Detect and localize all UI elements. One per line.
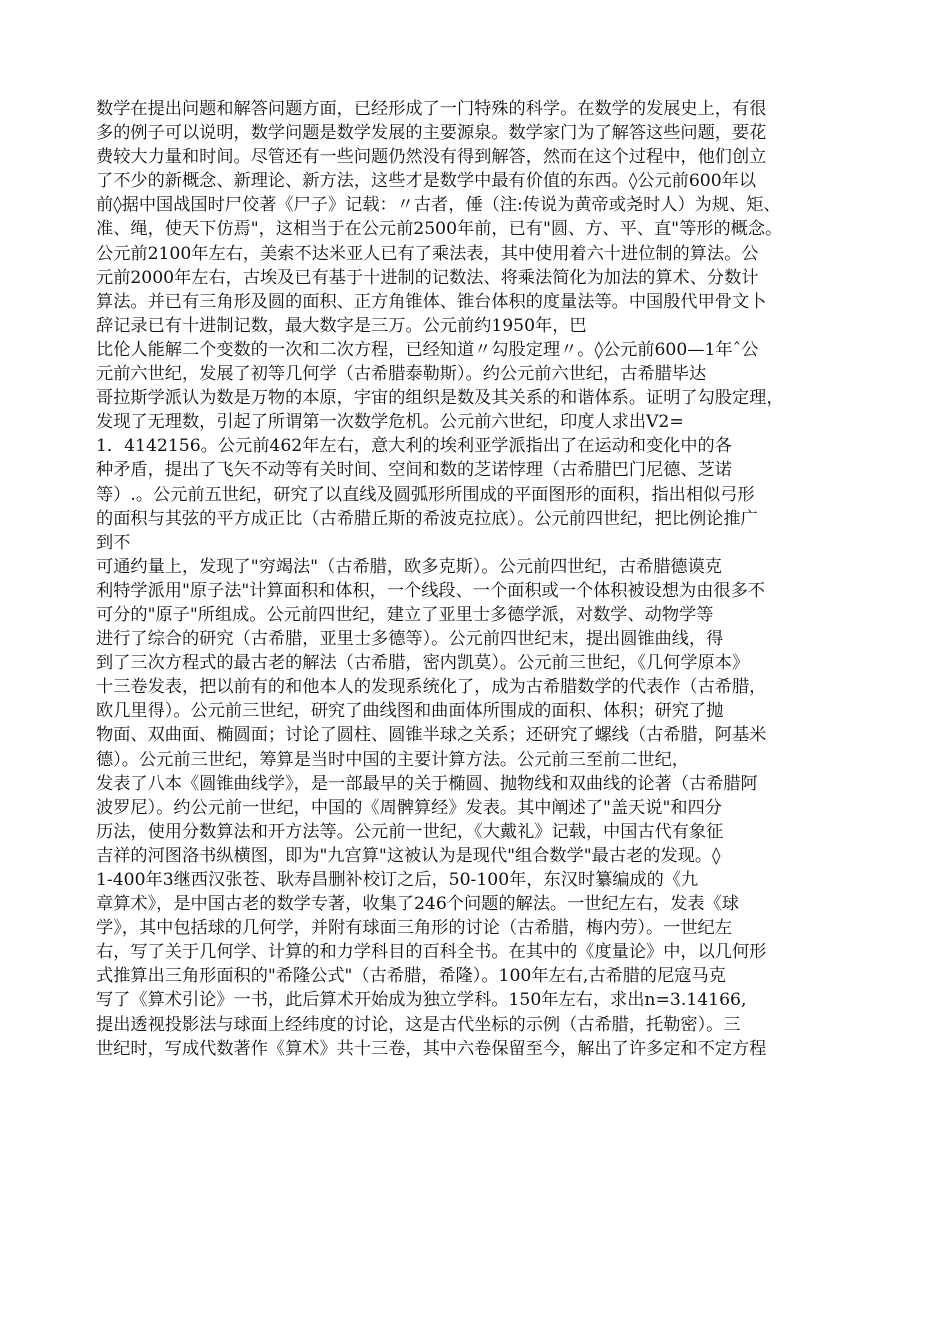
text-line: 了不少的新概念、新理论、新方法，这些才是数学中最有价值的东西。◊公元前600年以 bbox=[96, 171, 757, 192]
text-line: 学》，其中包括球的几何学，并附有球面三角形的讨论（古希腊，梅内劳）。一世纪左 bbox=[96, 918, 732, 939]
text-line: 式推算出三角形面积的"希隆公式"（古希腊，希隆）。100年左右,古希腊的尼寇马克 bbox=[96, 966, 726, 987]
text-line: 德）。公元前三世纪，筹算是当时中国的主要计算方法。公元前三至前二世纪， bbox=[96, 749, 689, 770]
text-line: 可分的"原子"所组成。公元前四世纪，建立了亚里士多德学派，对数学、动物学等 bbox=[96, 604, 714, 625]
text-line: 哥拉斯学派认为数是万物的本原，宇宙的组织是数及其关系的和谐体系。证明了勾股定理， bbox=[96, 388, 784, 409]
text-line: 到不 bbox=[96, 532, 131, 553]
text-line: 章算术》，是中国古老的数学专著，收集了246个问题的解法。一世纪左右，发表《球 bbox=[96, 894, 739, 915]
text-line: 公元前2100年左右，美索不达米亚人已有了乘法表，其中使用着六十进位制的算法。公 bbox=[96, 243, 759, 264]
text-line: 种矛盾，提出了飞矢不动等有关时间、空间和数的芝诺悖理（古希腊巴门尼德、芝诺 bbox=[96, 460, 732, 481]
text-line: 到了三次方程式的最古老的解法（古希腊，密内凯莫）。公元前三世纪，《几何学原本》 bbox=[96, 653, 750, 674]
text-line: 可通约量上，发现了"穷竭法"（古希腊，欧多克斯）。公元前四世纪，古希腊德谟克 bbox=[96, 556, 722, 577]
body-text bbox=[96, 97, 866, 1061]
text-line: 费较大力量和时间。尽管还有一些问题仍然没有得到解答，然而在这个过程中，他们创立 bbox=[96, 147, 767, 168]
text-line: 写了《算术引论》一书，此后算术开始成为独立学科。150年左右，求出n=3.14166, bbox=[96, 990, 747, 1011]
text-line: 比伦人能解二个变数的一次和二次方程，已经知道〃勾股定理〃。◊公元前600—1年ˆ公 bbox=[96, 339, 759, 360]
text-line: 1．4142156。公元前462年左右，意大利的埃利亚学派指出了在运动和变化中的各 bbox=[96, 436, 732, 457]
text-line: 进行了综合的研究（古希腊，亚里士多德等）。公元前四世纪末，提出圆锥曲线，得 bbox=[96, 629, 724, 650]
text-line: 准、绳，使天下仿焉"，这相当于在公元前2500年前，已有"圆、方、平、直"等形的概念。 bbox=[96, 219, 783, 240]
text-line: 多的例子可以说明，数学问题是数学发展的主要源泉。数学家门为了解答这些问题，要花 bbox=[96, 123, 767, 144]
text-line: 世纪时，写成代数著作《算术》共十三卷，其中六卷保留至今，解出了许多定和不定方程 bbox=[96, 1038, 767, 1059]
text-line: 辞记录已有十进制记数，最大数字是三万。公元前约1950年，巴 bbox=[96, 315, 587, 336]
text-line: 等）.。公元前五世纪，研究了以直线及圆弧形所围成的平面图形的面积，指出相似弓形 bbox=[96, 484, 755, 505]
text-line: 吉祥的河图洛书纵横图，即为"九宫算"这被认为是现代"组合数学"最古老的发现。◊ bbox=[96, 845, 721, 866]
text-line: 算法。并已有三角形及圆的面积、正方角锥体、锥台体积的度量法等。中国殷代甲骨文卜 bbox=[96, 291, 767, 312]
text-line: 十三卷发表，把以前有的和他本人的发现系统化了，成为古希腊数学的代表作（古希腊， bbox=[96, 677, 767, 698]
text-line: 历法，使用分数算法和开方法等。公元前一世纪，《大戴礼》记载，中国古代有象征 bbox=[96, 821, 724, 842]
text-line: 波罗尼）。约公元前一世纪，中国的《周髀算经》发表。其中阐述了"盖天说"和四分 bbox=[96, 797, 722, 818]
text-line: 元前六世纪，发展了初等几何学（古希腊泰勒斯）。约公元前六世纪，古希腊毕达 bbox=[96, 364, 707, 385]
text-line: 发表了八本《圆锥曲线学》，是一部最早的关于椭圆、抛物线和双曲线的论著（古希腊阿 bbox=[96, 773, 758, 794]
text-line: 欧几里得）。公元前三世纪，研究了曲线图和曲面体所围成的面积、体积；研究了抛 bbox=[96, 701, 724, 722]
text-line: 的面积与其弦的平方成正比（古希腊丘斯的希波克拉底）。公元前四世纪，把比例论推广 bbox=[96, 508, 758, 529]
text-line: 提出透视投影法与球面上经纬度的讨论，这是古代坐标的示例（古希腊，托勒密）。三 bbox=[96, 1014, 741, 1035]
text-line: 物面、双曲面、椭圆面；讨论了圆柱、圆锥半球之关系；还研究了螺线（古希腊，阿基米 bbox=[96, 725, 767, 746]
text-line: 元前2000年左右，古埃及已有基于十进制的记数法、将乘法简化为加法的算术、分数计 bbox=[96, 267, 759, 288]
text-line: 1-400年3继西汉张苍、耿寿昌删补校订之后，50-100年，东汉时纂编成的《九 bbox=[96, 870, 699, 890]
text-line: 发现了无理数，引起了所谓第一次数学危机。公元前六世纪，印度人求出V2= bbox=[96, 412, 684, 433]
text-line: 数学在提出问题和解答问题方面，已经形成了一门特殊的科学。在数学的发展史上，有很 bbox=[96, 99, 767, 119]
text-line: 右，写了关于几何学、计算的和力学科目的百科全书。在其中的《度量论》中，以几何形 bbox=[96, 942, 767, 963]
text-line: 利特学派用"原子法"计算面积和体积，一个线段、一个面积或一个体积被设想为由很多不 bbox=[96, 580, 765, 601]
text-line: 前◊据中国战国时尸佼著《尸子》记载：〃古者，倕（注:传说为黄帝或尧时人）为规、矩、 bbox=[96, 195, 781, 216]
